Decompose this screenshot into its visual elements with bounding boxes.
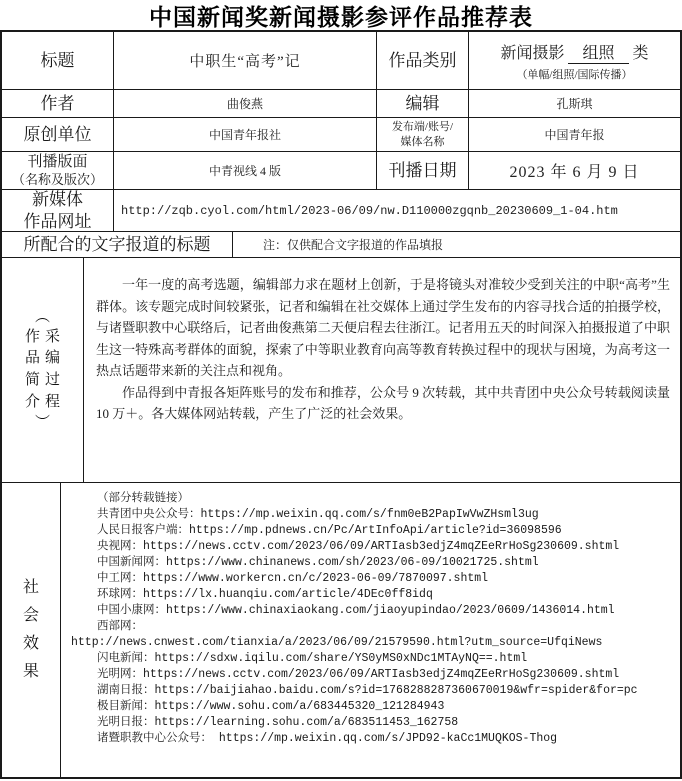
intro-paren-close: ︶ [34,414,50,431]
row-unit-channel [2,118,680,152]
title-label: 标题 [2,32,114,89]
category-suffix: 类 [632,44,649,62]
row-title-category [2,32,680,90]
related-report-note: 注：仅供配合文字报道的作品填报 [263,238,444,252]
social-effect-line: 共青团中央公众号：https://mp.weixin.qq.com/s/fnm0eB2PapIwVwZHsml3ug [97,508,539,521]
social-effect-line: 闪电新闻：https://sdxw.iqilu.com/share/YS0yMS0xNDc1MTAyNQ==.html [97,652,528,665]
social-effect-line: 湖南日报：https://baijiahao.baidu.com/s?id=1768288287360670019&wfr=spider&for=pc [97,684,638,697]
row-author-editor [2,90,680,118]
row-social-effect [2,483,680,777]
intro-text [84,258,680,482]
intro-paragraph-2: 作品得到中青报各矩阵账号的发布和推荐，公众号 9 次转载，其中共青团中央公众号转载阅读量 10 万＋。各大媒体网站转载，产生了广泛的社会效果。 [96,384,670,421]
new-media-url-value: http://zqb.cyol.com/html/2023-06/09/nw.D110000zgqnb_20230609_1-04.htm [121,203,618,218]
publish-channel-label: 发布端/账号/ 媒体名称 [377,118,469,151]
intro-label-col1: 作品简介 [24,328,40,410]
social-effect-links [61,483,680,777]
social-effect-line: 中工网：https://www.workercn.cn/c/2023-06-09/7870097.shtml [97,572,489,585]
author-label: 作者 [2,90,114,117]
original-unit-label: 原创单位 [2,118,114,151]
author-value: 曲俊燕 [114,90,377,117]
layout-label: 刊播版面 （名称及版次） [2,152,114,189]
row-intro [2,258,680,483]
related-report-label: 所配合的文字报道的标题 [2,232,233,257]
editor-value: 孔斯琪 [556,97,593,111]
row-related-report [2,232,680,258]
social-effect-line: 光明网：https://news.cctv.com/2023/06/09/ARTIasb3edjZ4mqZEeRrHoSg230609.shtml [97,668,620,681]
category-selected-value: 组照 [568,40,628,64]
social-effect-line: 西部网： [97,620,143,633]
original-unit-value: 中国青年报社 [114,118,377,151]
social-effect-label: 社会效果 [2,483,61,777]
social-effect-line: http://news.cnwest.com/tianxia/a/2023/06/09/21579590.html?utm_source=UfqiNews [71,636,603,649]
social-effect-line: 中国新闻网：https://www.chinanews.com/sh/2023/06-09/10021725.shtml [97,556,539,569]
social-effect-line: 中国小康网：https://www.chinaxiaokang.com/jiaoyupindao/2023/0609/1436014.html [97,604,615,617]
publish-date-label: 刊播日期 [377,152,469,189]
form-title: 中国新闻奖新闻摄影参评作品推荐表 [149,3,533,30]
social-effect-line: 诸暨职教中心公众号： https://mp.weixin.qq.com/s/JPD92-kaCc1MUQKOS-Thog [97,732,558,745]
row-new-media-url [2,190,680,232]
social-effect-line: 极目新闻：https://www.sohu.com/a/683445320_121284943 [97,700,445,713]
social-effect-line: （部分转载链接） [97,492,189,505]
category-selection [500,40,648,64]
intro-label [2,258,84,482]
form-table [0,30,682,779]
social-effect-line: 央视网：https://news.cctv.com/2023/06/09/ARTIasb3edjZ4mqZEeRrHoSg230609.shtml [97,540,620,553]
intro-label-col2: 采编过程 [44,328,60,410]
layout-value: 中青视线 4 版 [114,152,377,189]
new-media-url-label: 新媒体 作品网址 [2,190,114,231]
title-value: 中职生“高考”记 [114,32,377,89]
category-label: 作品类别 [377,32,469,89]
category-options: （单幅/组照/国际传播） [516,68,633,81]
intro-paragraph-1: 一年一度的高考选题，编辑部力求在题材上创新，于是将镜头对准较少受到关注的中职“高考”生群体。该专题完成时间较紧张，记者和编辑在社交媒体上通过学生发布的内容寻找合适的拍摄学校，与诸暨职教中心联络后，记者曲俊燕第二天便启程去往浙江。记者用五天的时间深入拍摄报道了中职生这一特殊高考群体的面貌，探索了中等职业教育向高等教育转换过程中的现状与困境，为高考这一热点话题带来新的关注点和视角。 [96,277,670,378]
editor-label: 编辑 [377,90,469,117]
category-value [469,32,680,89]
publish-channel-value: 中国青年报 [544,128,605,142]
social-effect-line: 人民日报客户端：https://mp.pdnews.cn/Pc/ArtInfoApi/article?id=36098596 [97,524,562,537]
row-layout-date [2,152,680,190]
social-effect-line: 光明日报：https://learning.sohu.com/a/683511453_162758 [97,716,459,729]
publish-date-value: 2023 年 6 月 9 日 [509,164,640,181]
category-prefix: 新闻摄影 [500,44,565,62]
intro-paren-open: ︵ [34,308,50,325]
social-effect-line: 环球网：https://lx.huanqiu.com/article/4DEc0ff8idq [97,588,433,601]
